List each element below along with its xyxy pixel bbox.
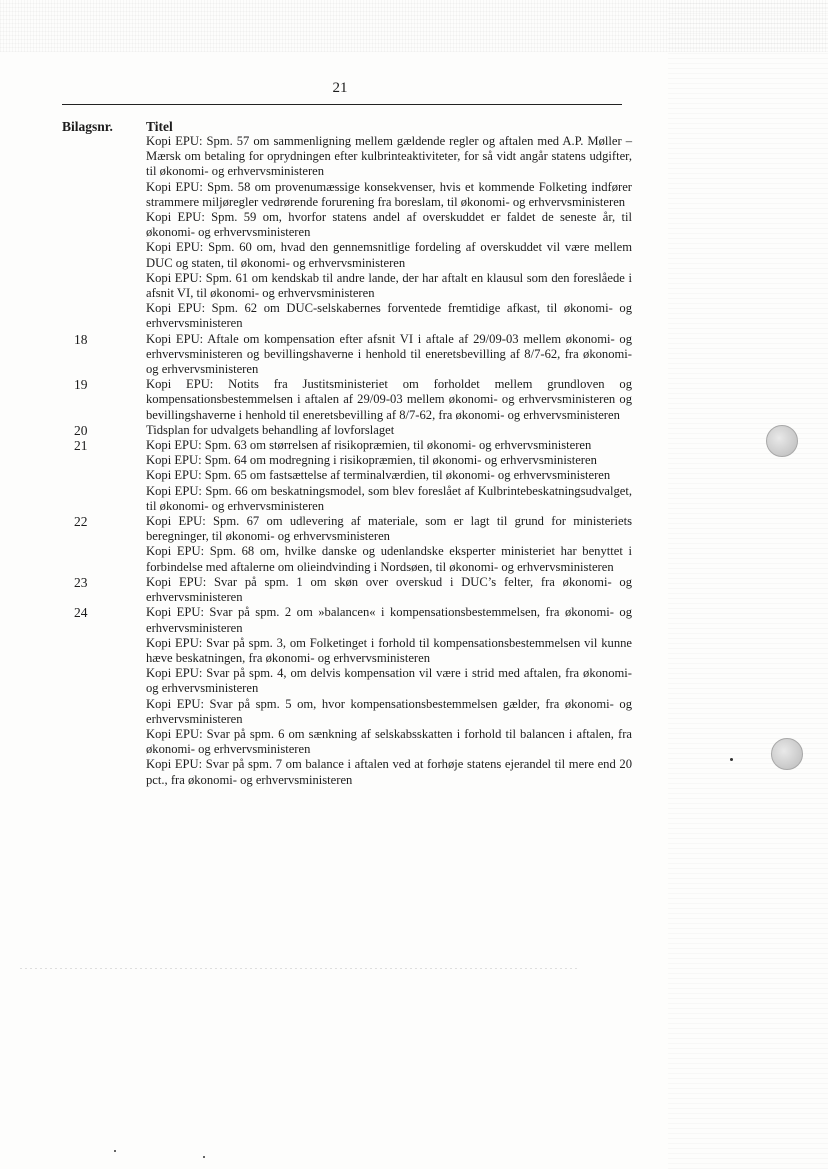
column-header-title: Titel [146,119,173,134]
appendix-title: Kopi EPU: Spm. 64 om modregning i risikopræmien, til økonomi- og erhvervsministeren [146,453,597,468]
appendix-title: Kopi EPU: Spm. 62 om DUC-selskabernes forventede fremtidige afkast, til økonomi- og erhvervsministeren [146,301,632,331]
appendix-title: Kopi EPU: Spm. 60 om, hvad den gennemsnitlige fordeling af overskuddet vil være mellem DUC og staten, til økonomi- og erhvervsministeren [146,240,632,270]
appendix-title: Kopi EPU: Svar på spm. 2 om »balancen« i kompensationsbestemmelsen, fra økonomi- og erhvervsministeren [146,605,632,635]
appendix-number: 18 [74,331,88,347]
header-rule [62,104,622,105]
appendix-title: Kopi EPU: Svar på spm. 6 om sænkning af selskabsskatten i forhold til balancen i aftalen, fra økonomi- og erhvervsministeren [146,726,632,757]
appendix-number: 23 [74,574,88,590]
appendix-title: Kopi EPU: Svar på spm. 4, om delvis kompensation vil være i strid med aftalen, fra økonomi- og erhvervsministeren [146,666,632,696]
punch-hole [766,425,798,457]
appendix-entry [62,605,632,787]
appendix-list [62,134,632,788]
appendix-title: Kopi EPU: Svar på spm. 7 om balance i aftalen ved at forhøje statens ejerandel til mere end 20 pct., fra økonomi- og erhvervsministeren [146,757,632,787]
appendix-number: 24 [74,605,88,621]
appendix-title: Kopi EPU: Spm. 68 om, hvilke danske og udenlandske eksperter ministeriet har benyttet i forbindelse med aftalerne om olieindvinding i Nordsøen, til økonomi- og erhvervsministeren [146,544,632,574]
appendix-title: Kopi EPU: Spm. 67 om udlevering af materiale, som er lagt til grund for ministeriets beregninger, til økonomi- og erhvervsministeren [146,514,632,544]
appendix-entry [62,332,632,378]
appendix-entry [62,514,632,575]
appendix-title: Kopi EPU: Svar på spm. 5 om, hvor kompensationsbestemmelsen gælder, fra økonomi- og erhvervsministeren [146,696,632,726]
scan-speck [730,758,733,761]
appendix-number: 20 [74,422,88,438]
appendix-number: 19 [74,377,88,393]
column-header-number: Bilagsnr. [62,119,113,134]
appendix-number: 22 [74,514,88,530]
scan-edge-noise [668,0,828,1169]
appendix-title: Kopi EPU: Notits fra Justitsministeriet om forholdet mellem grundloven og kompensationsbestemmelsen i aftalen af 29/09-03 mellem økonomi- og erhvervsministeren og bevillingshaverne i henhold til eneretsbevilling af 8/7-62, fra økonomi- og erhvervsministeren [146,377,632,422]
appendix-number [62,134,146,332]
appendix-title: Tidsplan for udvalgets behandling af lovforslaget [146,422,395,437]
appendix-title: Kopi EPU: Aftale om kompensation efter afsnit VI i aftale af 29/09-03 mellem økonomi- og erhvervsministeren og bevillingshaverne i henhold til eneretsbevilling af 8/7-62, fra økonomi- og erhvervsministeren [146,331,632,377]
appendix-title: Kopi EPU: Spm. 58 om provenumæssige konsekvenser, hvis et kommende Folketing indfører strammere miljøregler vedrørende forurening fra boreslam, til økonomi- og erhvervsministeren [146,179,632,209]
appendix-title: Kopi EPU: Spm. 57 om sammenligning mellem gældende regler og aftalen med A.P. Møller – Mærsk om betaling for oprydningen efter kulbrinteaktiviteter, for så vidt angår statens udgifter, til økonomi- og erhvervsministeren [146,134,632,179]
appendix-entry [62,423,632,438]
punch-hole [771,738,803,770]
scan-artifact-line [20,968,580,969]
appendix-number: 21 [74,438,88,454]
page-number: 21 [332,80,348,96]
appendix-entry [62,377,632,423]
scan-speck [114,1150,116,1152]
appendix-title: Kopi EPU: Spm. 65 om fastsættelse af terminalværdien, til økonomi- og erhvervsministeren [146,468,611,483]
appendix-title: Kopi EPU: Spm. 66 om beskatningsmodel, som blev foreslået af Kulbrintebeskatningsudvalget, til økonomi- og erhvervsministeren [146,483,632,513]
appendix-entry [62,134,632,332]
appendix-title: Kopi EPU: Spm. 61 om kendskab til andre lande, der har aftalt en klausul som den foreslåede i afsnit VI, til økonomi- og erhvervsministeren [146,270,632,301]
appendix-title: Kopi EPU: Svar på spm. 3, om Folketinget i forhold til kompensationsbestemmelsen vil kunne hæve beskatningen, fra økonomi- og erhvervsministeren [146,635,632,665]
appendix-title: Kopi EPU: Spm. 59 om, hvorfor statens andel af overskuddet er faldet de seneste år, til økonomi- og erhvervsministeren [146,210,632,240]
appendix-entry [62,575,632,605]
appendix-title: Kopi EPU: Spm. 63 om størrelsen af risikopræmien, til økonomi- og erhvervsministeren [146,438,592,453]
appendix-title: Kopi EPU: Svar på spm. 1 om skøn over overskud i DUC’s felter, fra økonomi- og erhvervsministeren [146,574,632,605]
appendix-entry [62,438,632,514]
scan-speck [203,1156,205,1158]
